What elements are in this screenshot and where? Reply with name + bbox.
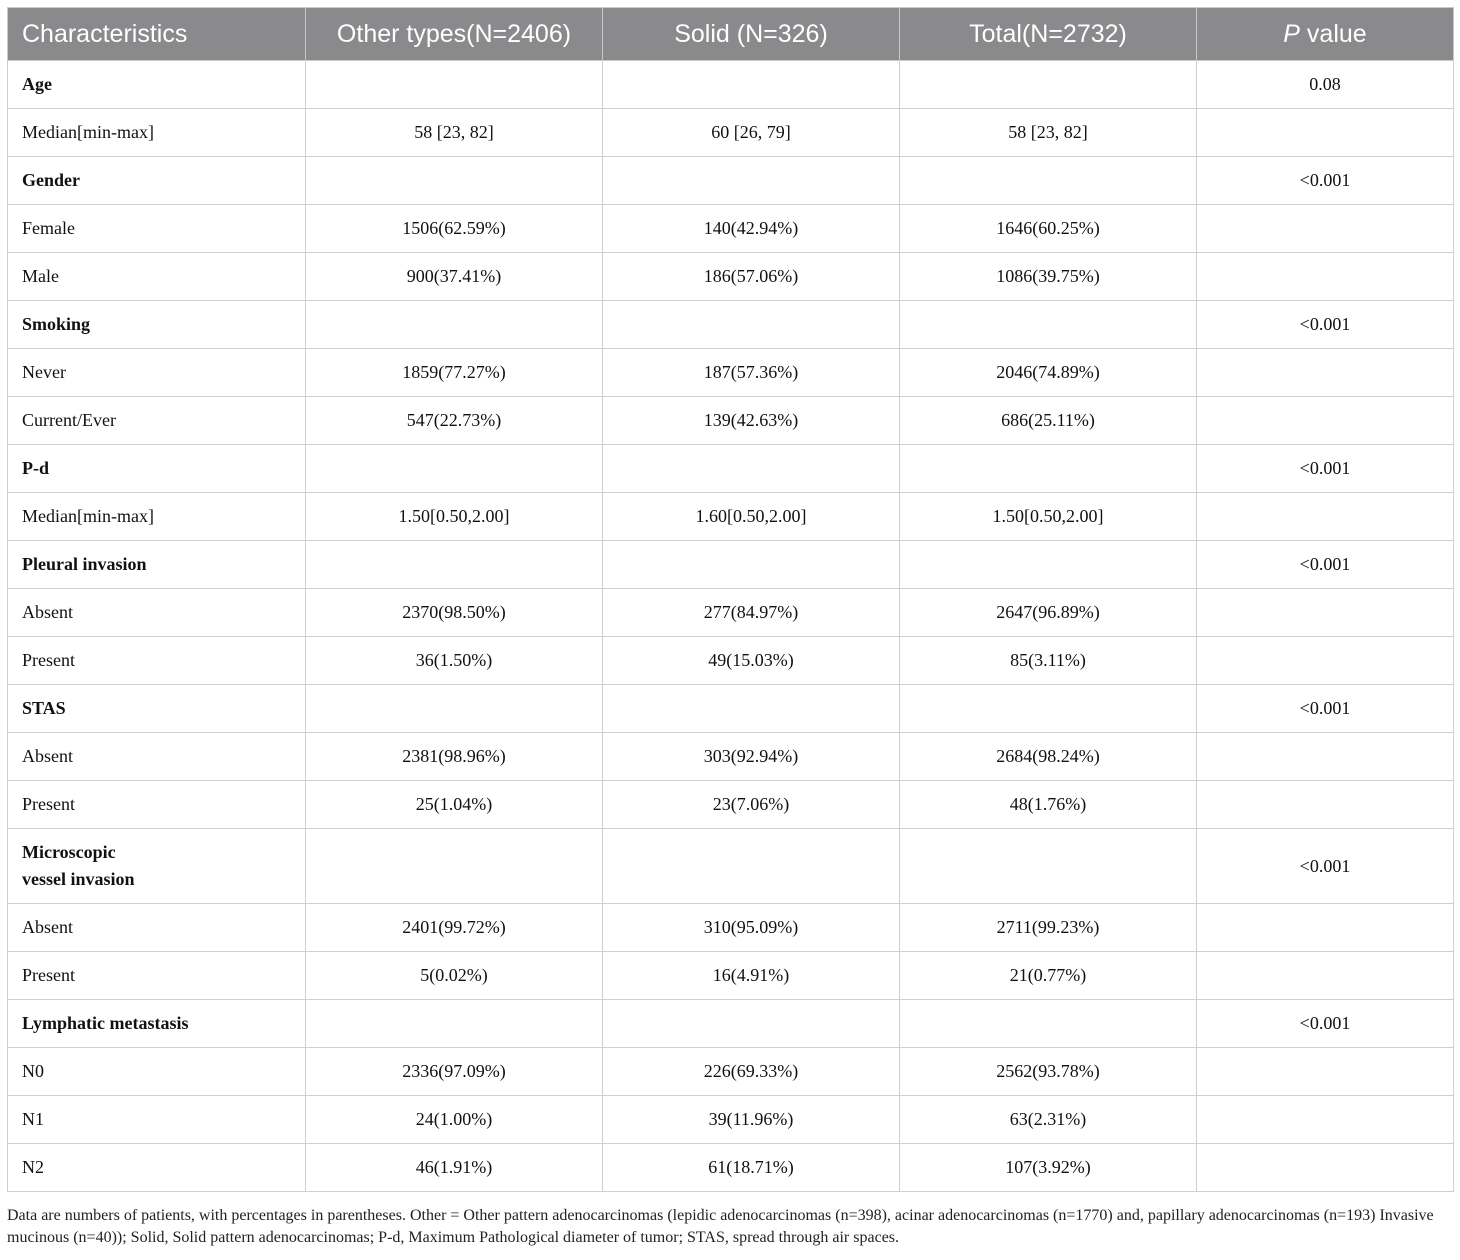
cell-solid: 310(95.09%) [603, 904, 900, 952]
cell-total [900, 157, 1197, 205]
cell-total: 686(25.11%) [900, 397, 1197, 445]
table-row [8, 61, 1454, 109]
cell-total [900, 685, 1197, 733]
table-row [8, 301, 1454, 349]
row-label: Never [8, 349, 306, 397]
row-label: Age [8, 61, 306, 109]
header-total: Total(N=2732) [900, 8, 1197, 61]
cell-solid [603, 445, 900, 493]
table-row [8, 637, 1454, 685]
row-label: Lymphatic metastasis [8, 1000, 306, 1048]
cell-p-value [1197, 1048, 1454, 1096]
cell-p-value [1197, 493, 1454, 541]
characteristics-table [7, 7, 1454, 1192]
table-row [8, 157, 1454, 205]
cell-other: 900(37.41%) [306, 253, 603, 301]
cell-total: 21(0.77%) [900, 952, 1197, 1000]
cell-p-value: 0.08 [1197, 61, 1454, 109]
row-label-line-2: vessel invasion [22, 869, 135, 889]
row-label: N2 [8, 1144, 306, 1192]
table-row [8, 952, 1454, 1000]
cell-total [900, 445, 1197, 493]
cell-other: 2381(98.96%) [306, 733, 603, 781]
row-label: Absent [8, 733, 306, 781]
cell-solid: 16(4.91%) [603, 952, 900, 1000]
table-row [8, 445, 1454, 493]
cell-total: 58 [23, 82] [900, 109, 1197, 157]
table-row [8, 781, 1454, 829]
cell-other: 5(0.02%) [306, 952, 603, 1000]
row-label: Absent [8, 904, 306, 952]
cell-other: 36(1.50%) [306, 637, 603, 685]
cell-other: 58 [23, 82] [306, 109, 603, 157]
cell-solid: 277(84.97%) [603, 589, 900, 637]
cell-other [306, 685, 603, 733]
cell-total: 2647(96.89%) [900, 589, 1197, 637]
table-row [8, 1048, 1454, 1096]
header-p-letter: P [1283, 19, 1300, 48]
cell-total [900, 61, 1197, 109]
row-label: Smoking [8, 301, 306, 349]
cell-total: 85(3.11%) [900, 637, 1197, 685]
cell-p-value: <0.001 [1197, 1000, 1454, 1048]
table-header-row [8, 8, 1454, 61]
table-row [8, 733, 1454, 781]
cell-p-value [1197, 589, 1454, 637]
cell-other [306, 1000, 603, 1048]
table-row [8, 904, 1454, 952]
cell-solid: 1.60[0.50,2.00] [603, 493, 900, 541]
row-label: Female [8, 205, 306, 253]
row-label: Present [8, 637, 306, 685]
cell-p-value [1197, 1096, 1454, 1144]
table-row [8, 253, 1454, 301]
cell-total: 1.50[0.50,2.00] [900, 493, 1197, 541]
row-label: STAS [8, 685, 306, 733]
cell-p-value [1197, 397, 1454, 445]
cell-p-value [1197, 733, 1454, 781]
cell-other: 24(1.00%) [306, 1096, 603, 1144]
cell-solid: 23(7.06%) [603, 781, 900, 829]
row-label [8, 829, 306, 904]
table-row [8, 205, 1454, 253]
cell-solid [603, 541, 900, 589]
row-label: Present [8, 952, 306, 1000]
cell-total: 2046(74.89%) [900, 349, 1197, 397]
cell-solid: 303(92.94%) [603, 733, 900, 781]
cell-solid: 49(15.03%) [603, 637, 900, 685]
cell-total: 107(3.92%) [900, 1144, 1197, 1192]
cell-solid: 186(57.06%) [603, 253, 900, 301]
row-label: Pleural invasion [8, 541, 306, 589]
cell-solid: 140(42.94%) [603, 205, 900, 253]
table-row [8, 1096, 1454, 1144]
cell-total: 48(1.76%) [900, 781, 1197, 829]
cell-solid [603, 157, 900, 205]
row-label-line-1: Microscopic [22, 842, 116, 862]
cell-solid [603, 61, 900, 109]
cell-p-value [1197, 952, 1454, 1000]
cell-solid: 139(42.63%) [603, 397, 900, 445]
cell-other [306, 829, 603, 904]
cell-other: 547(22.73%) [306, 397, 603, 445]
table-row [8, 1000, 1454, 1048]
cell-total: 2562(93.78%) [900, 1048, 1197, 1096]
cell-p-value: <0.001 [1197, 157, 1454, 205]
cell-p-value [1197, 1144, 1454, 1192]
row-label: N1 [8, 1096, 306, 1144]
cell-total [900, 541, 1197, 589]
cell-total: 1646(60.25%) [900, 205, 1197, 253]
cell-p-value [1197, 904, 1454, 952]
cell-total [900, 1000, 1197, 1048]
header-p-value [1197, 8, 1454, 61]
cell-p-value [1197, 205, 1454, 253]
cell-other [306, 157, 603, 205]
cell-solid: 39(11.96%) [603, 1096, 900, 1144]
cell-p-value: <0.001 [1197, 301, 1454, 349]
table-footnote: Data are numbers of patients, with percentages in parentheses. Other = Other pattern adenocarcinomas (lepidic adenocarcinomas (n=398), acinar adenocarcinomas (n=1770) and, papillary adenocarcinomas (n=193) Invasive mucinous (n=40)); Solid, Solid pattern adenocarcinomas; P-d, Maximum Pathological diameter of tumor; STAS, spread through air spaces. [7, 1207, 1434, 1246]
cell-solid: 226(69.33%) [603, 1048, 900, 1096]
table-row [8, 349, 1454, 397]
cell-solid [603, 829, 900, 904]
row-label: Current/Ever [8, 397, 306, 445]
cell-other: 2336(97.09%) [306, 1048, 603, 1096]
header-other-types: Other types(N=2406) [306, 8, 603, 61]
cell-total: 2711(99.23%) [900, 904, 1197, 952]
cell-p-value: <0.001 [1197, 685, 1454, 733]
cell-solid: 187(57.36%) [603, 349, 900, 397]
cell-other [306, 541, 603, 589]
cell-p-value: <0.001 [1197, 541, 1454, 589]
header-p-rest: value [1299, 19, 1367, 48]
cell-other: 1.50[0.50,2.00] [306, 493, 603, 541]
cell-other: 1506(62.59%) [306, 205, 603, 253]
table-body [8, 61, 1454, 1192]
cell-total: 63(2.31%) [900, 1096, 1197, 1144]
cell-p-value: <0.001 [1197, 445, 1454, 493]
table-row [8, 1144, 1454, 1192]
cell-p-value [1197, 253, 1454, 301]
row-label: N0 [8, 1048, 306, 1096]
cell-solid [603, 1000, 900, 1048]
cell-total: 1086(39.75%) [900, 253, 1197, 301]
table-row [8, 541, 1454, 589]
cell-p-value [1197, 781, 1454, 829]
header-solid: Solid (N=326) [603, 8, 900, 61]
table-row [8, 109, 1454, 157]
row-label: Gender [8, 157, 306, 205]
cell-other: 1859(77.27%) [306, 349, 603, 397]
cell-p-value: <0.001 [1197, 829, 1454, 904]
header-characteristics: Characteristics [8, 8, 306, 61]
row-label: Male [8, 253, 306, 301]
cell-p-value [1197, 349, 1454, 397]
cell-total: 2684(98.24%) [900, 733, 1197, 781]
cell-other [306, 445, 603, 493]
cell-other [306, 61, 603, 109]
table-row [8, 829, 1454, 904]
cell-other: 2370(98.50%) [306, 589, 603, 637]
cell-p-value [1197, 637, 1454, 685]
cell-solid [603, 301, 900, 349]
cell-total [900, 829, 1197, 904]
table-row [8, 589, 1454, 637]
cell-other: 2401(99.72%) [306, 904, 603, 952]
cell-solid [603, 685, 900, 733]
cell-other: 25(1.04%) [306, 781, 603, 829]
row-label: Present [8, 781, 306, 829]
row-label: Median[min-max] [8, 493, 306, 541]
row-label: Median[min-max] [8, 109, 306, 157]
cell-total [900, 301, 1197, 349]
table-row [8, 685, 1454, 733]
cell-other [306, 301, 603, 349]
characteristics-table-container [7, 7, 1453, 1192]
cell-other: 46(1.91%) [306, 1144, 603, 1192]
cell-p-value [1197, 109, 1454, 157]
row-label: P-d [8, 445, 306, 493]
cell-solid: 60 [26, 79] [603, 109, 900, 157]
table-row [8, 397, 1454, 445]
row-label: Absent [8, 589, 306, 637]
table-row [8, 493, 1454, 541]
cell-solid: 61(18.71%) [603, 1144, 900, 1192]
